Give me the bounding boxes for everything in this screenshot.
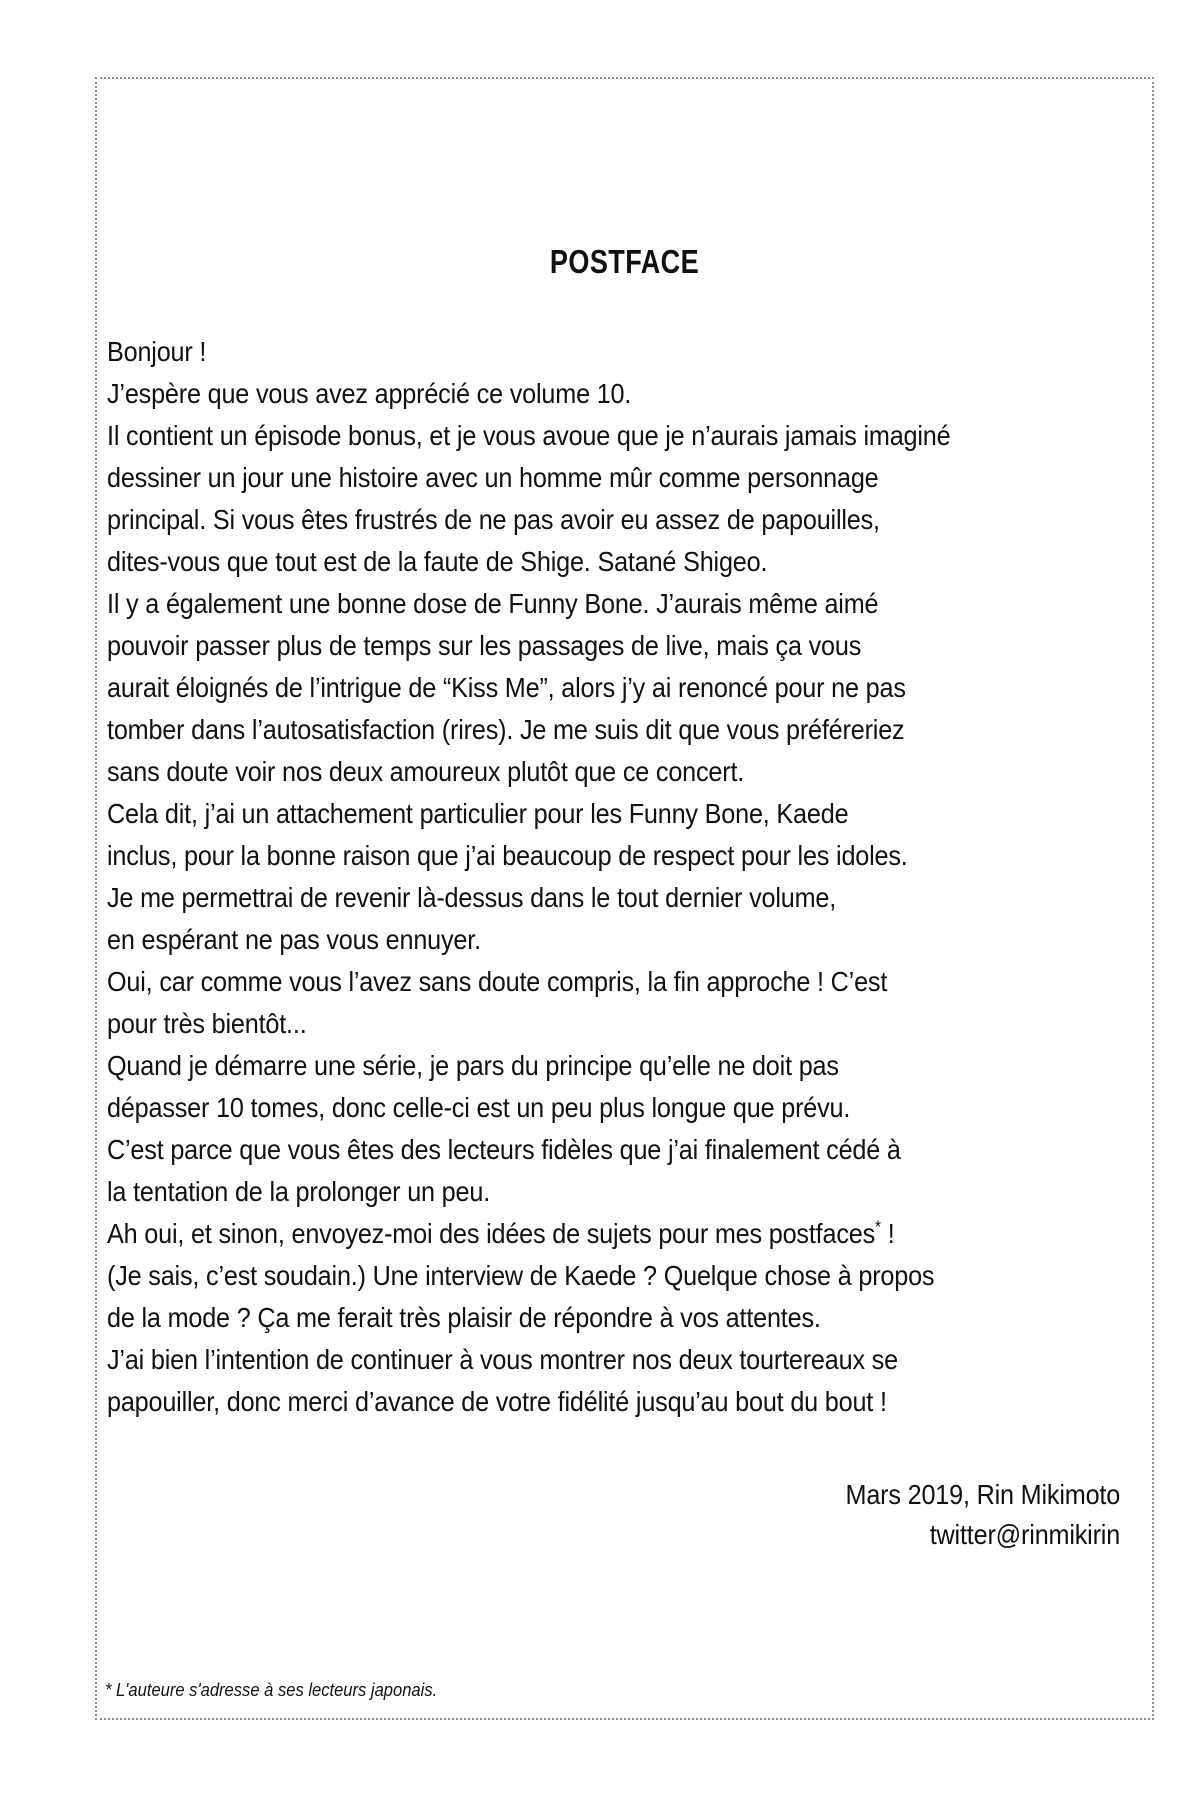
body-line: tomber dans l’autosatisfaction (rires). Je me suis dit que vous préféreriez — [107, 714, 905, 745]
body-line: de la mode ? Ça me ferait très plaisir de répondre à vos attentes. — [107, 1302, 821, 1333]
body-line — [107, 1213, 1039, 1255]
body-line-text: Ah oui, et sinon, envoyez-moi des idées de sujets pour mes postfaces — [107, 1218, 875, 1249]
body-line: C’est parce que vous êtes des lecteurs fidèles que j’ai finalement cédé à — [107, 1134, 901, 1165]
afterword-body-text — [107, 331, 1142, 1423]
footnote-asterisk-marker: * — [874, 1216, 881, 1237]
body-line-text: ! — [880, 1218, 895, 1249]
signature-date-author: Mars 2019, Rin Mikimoto — [845, 1479, 1120, 1510]
body-line: Il y a également une bonne dose de Funny Bone. J’aurais même aimé — [107, 588, 879, 619]
body-line: aurait éloignés de l’intrigue de “Kiss Me”, alors j’y ai renoncé pour ne pas — [107, 672, 906, 703]
body-line: en espérant ne pas vous ennuyer. — [107, 924, 481, 955]
body-line: dessiner un jour une histoire avec un homme mûr comme personnage — [107, 462, 879, 493]
dotted-border-frame — [95, 77, 1154, 1720]
body-line: dites-vous que tout est de la faute de Shige. Satané Shigeo. — [107, 546, 768, 577]
body-line: Cela dit, j’ai un attachement particulier pour les Funny Bone, Kaede — [107, 798, 849, 829]
body-line: la tentation de la prolonger un peu. — [107, 1176, 491, 1207]
body-line: pour très bientôt... — [107, 1008, 307, 1039]
body-line: principal. Si vous êtes frustrés de ne pas avoir eu assez de papouilles, — [107, 504, 880, 535]
body-line: Quand je démarre une série, je pars du principe qu’elle ne doit pas — [107, 1050, 839, 1081]
page-title: POSTFACE — [549, 243, 700, 280]
body-line: Je me permettrai de revenir là-dessus dans le tout dernier volume, — [107, 882, 837, 913]
body-line: J’espère que vous avez apprécié ce volume 10. — [107, 378, 632, 409]
body-line: sans doute voir nos deux amoureux plutôt que ce concert. — [107, 756, 745, 787]
body-line: Bonjour ! — [107, 336, 207, 367]
body-line: Oui, car comme vous l’avez sans doute compris, la fin approche ! C’est — [107, 966, 888, 997]
signature-twitter-handle: twitter@rinmikirin — [929, 1519, 1120, 1550]
body-line: papouiller, donc merci d’avance de votre fidélité jusqu’au bout du bout ! — [107, 1386, 887, 1417]
body-line: J’ai bien l’intention de continuer à vous montrer nos deux tourtereaux se — [107, 1344, 898, 1375]
body-line: dépasser 10 tomes, donc celle-ci est un peu plus longue que prévu. — [107, 1092, 851, 1123]
signature-block — [815, 1475, 1120, 1555]
body-line: inclus, pour la bonne raison que j’ai beaucoup de respect pour les idoles. — [107, 840, 908, 871]
body-line: pouvoir passer plus de temps sur les passages de live, mais ça vous — [107, 630, 862, 661]
body-line: Il contient un épisode bonus, et je vous avoue que je n’aurais jamais imaginé — [107, 420, 951, 451]
translator-footnote: * L'auteure s'adresse à ses lecteurs japonais. — [105, 1680, 438, 1700]
body-line: (Je sais, c’est soudain.) Une interview de Kaede ? Quelque chose à propos — [107, 1260, 935, 1291]
